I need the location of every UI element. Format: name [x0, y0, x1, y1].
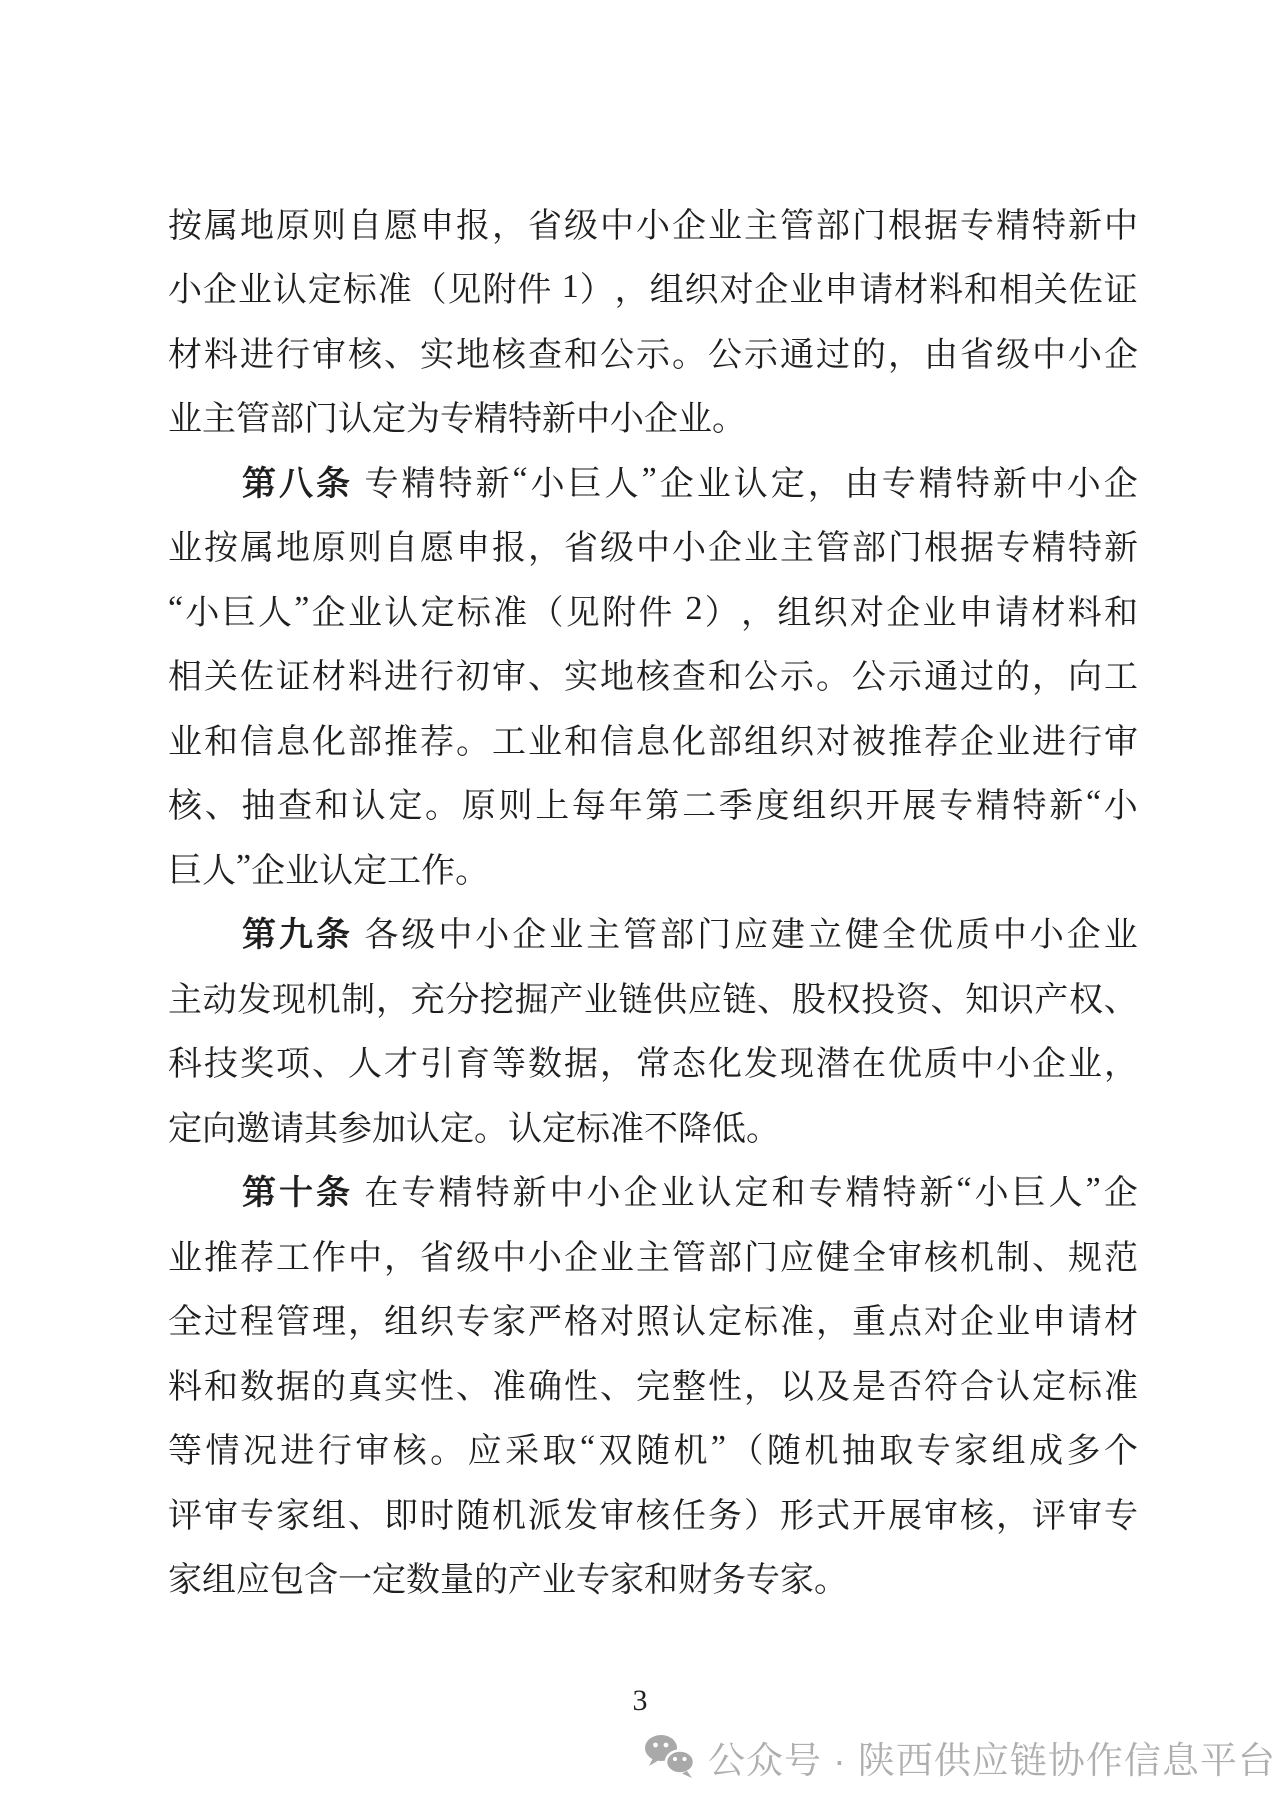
text-line: 定 向 邀 请 其 参 加 认 定 。 认 定 标 准 不 降 低 。	[168, 1110, 780, 1148]
wechat-icon	[644, 1734, 698, 1780]
text-line: 家 组 应 包 含 一 定 数 量 的 产 业 专 家 和 财 务 专 家 。	[168, 1562, 848, 1600]
watermark	[644, 1733, 1276, 1781]
text-line: 业 主 管 部 门 认 定 为 专 精 特 新 中 小 企 业 。	[168, 401, 746, 439]
text-line: 第 八 条 专 精 特 新 “ 小 巨 人 ” 企 业 认 定 ， 由 专 精 特 新 中 小 企	[242, 461, 1138, 503]
text-line: 第 九 条 各 级 中 小 企 业 主 管 部 门 应 建 立 健 全 优 质 中 小 企 业	[242, 916, 1138, 955]
text-line: 业 和 信 息 化 部 推 荐 。 工 业 和 信 息 化 部 组 织 对 被 推 荐 企 业 进 行 审	[168, 723, 1138, 761]
text-line: “ 小 巨 人 ” 企 业 认 定 标 准 （ 见 附 件 2 ） ， 组 织 对 企 业 申 请 材 料 和	[168, 590, 1138, 632]
document-body	[168, 190, 1138, 1609]
text-line: 小 企 业 认 定 标 准 （ 见 附 件 1 ） ， 组 织 对 企 业 申 请 材 料 和 相 关 佐 证	[168, 267, 1138, 310]
text-line: 相 关 佐 证 材 料 进 行 初 审 、 实 地 核 查 和 公 示 。 公 示 通 过 的 ， 向 工	[168, 659, 1138, 697]
text-line: 评 审 专 家 组 、 即 时 随 机 派 发 审 核 任 务 ） 形 式 开 展 审 核 ， 评 审 专	[168, 1497, 1138, 1535]
text-line: 料 和 数 据 的 真 实 性 、 准 确 性 、 完 整 性 ， 以 及 是 否 符 合 认 定 标 准	[168, 1368, 1138, 1406]
text-line: 主 动 发 现 机 制 ， 充 分 挖 掘 产 业 链 供 应 链 、 股 权 投 资 、 知 识 产 权 、	[168, 981, 1138, 1019]
watermark-text: 公众号 · 陕西供应链协作信息平台	[708, 1740, 1276, 1781]
text-line: 核 、 抽 查 和 认 定 。 原 则 上 每 年 第 二 季 度 组 织 开 展 专 精 特 新 “ 小	[168, 783, 1138, 826]
text-line: 业 按 属 地 原 则 自 愿 申 报 ， 省 级 中 小 企 业 主 管 部 门 根 据 专 精 特 新	[168, 530, 1138, 568]
page-number: 3	[632, 1684, 648, 1717]
text-line: 业 推 荐 工 作 中 ， 省 级 中 小 企 业 主 管 部 门 应 健 全 审 核 机 制 、 规 范	[168, 1239, 1138, 1277]
text-line: 第 十 条 在 专 精 特 新 中 小 企 业 认 定 和 专 精 特 新 “ 小 巨 人 ” 企	[242, 1170, 1138, 1213]
text-line: 等 情 况 进 行 审 核 。 应 采 取 “ 双 随 机 ” （ 随 机 抽 取 专 家 组 成 多 个	[168, 1428, 1138, 1471]
text-line: 巨 人 ” 企 业 认 定 工 作 。	[168, 848, 490, 890]
text-line: 全 过 程 管 理 ， 组 织 专 家 严 格 对 照 认 定 标 准 ， 重 点 对 企 业 申 请 材	[168, 1304, 1138, 1342]
text-line: 按 属 地 原 则 自 愿 申 报 ， 省 级 中 小 企 业 主 管 部 门 根 据 专 精 特 新 中	[168, 207, 1138, 245]
text-line: 材 料 进 行 审 核 、 实 地 核 查 和 公 示 。 公 示 通 过 的 ， 由 省 级 中 小 企	[168, 336, 1138, 374]
text-line: 科 技 奖 项 、 人 才 引 育 等 数 据 ， 常 态 化 发 现 潜 在 优 质 中 小 企 业 ，	[168, 1046, 1138, 1084]
